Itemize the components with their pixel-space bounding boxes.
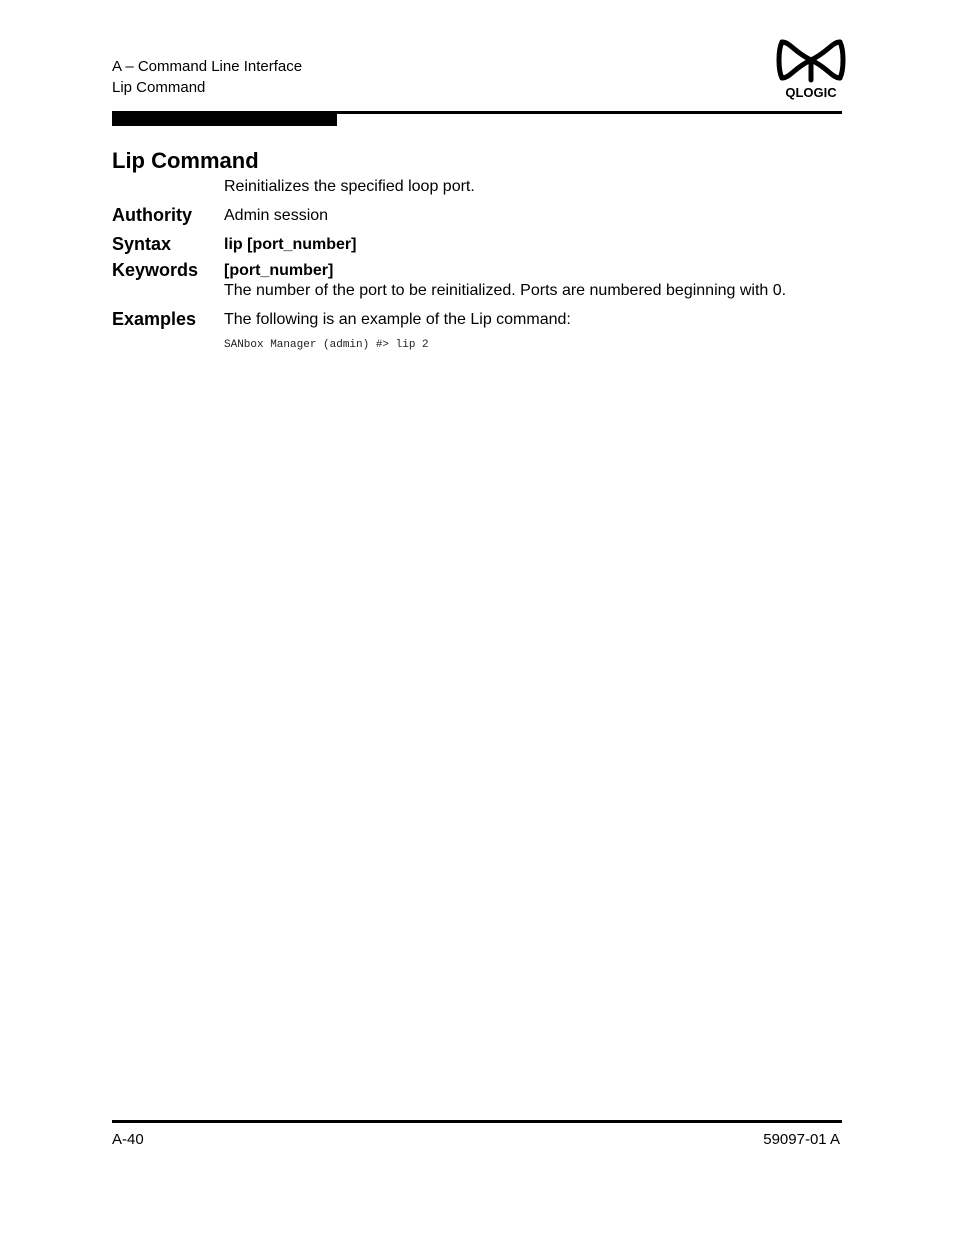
command-description: Reinitializes the specified loop port.	[224, 178, 475, 195]
header-chapter: A – Command Line Interface	[112, 58, 303, 75]
authority-label: Authority	[112, 205, 192, 225]
header-section: Lip Command	[112, 79, 206, 96]
example-code: SANbox Manager (admin) #> lip 2	[224, 339, 429, 351]
keywords-label: Keywords	[112, 260, 199, 280]
authority-value: Admin session	[224, 207, 329, 224]
syntax-value: lip [port_number]	[224, 236, 357, 253]
examples-label: Examples	[112, 309, 197, 329]
keyword-description: The number of the port to be reinitialized. Ports are numbered beginning with 0.	[224, 282, 787, 299]
page-title: Lip Command	[112, 148, 259, 173]
qlogic-logo	[776, 38, 846, 100]
examples-intro: The following is an example of the Lip command:	[224, 311, 571, 328]
header-rule-accent	[112, 111, 337, 126]
keyword-name: [port_number]	[224, 262, 334, 279]
footer-page-number: A-40	[112, 1131, 144, 1148]
footer-doc-id: 59097-01 A	[763, 1131, 840, 1148]
logo-wordmark: QLOGIC	[785, 85, 837, 100]
footer-rule	[112, 1120, 842, 1123]
syntax-label: Syntax	[112, 234, 172, 254]
